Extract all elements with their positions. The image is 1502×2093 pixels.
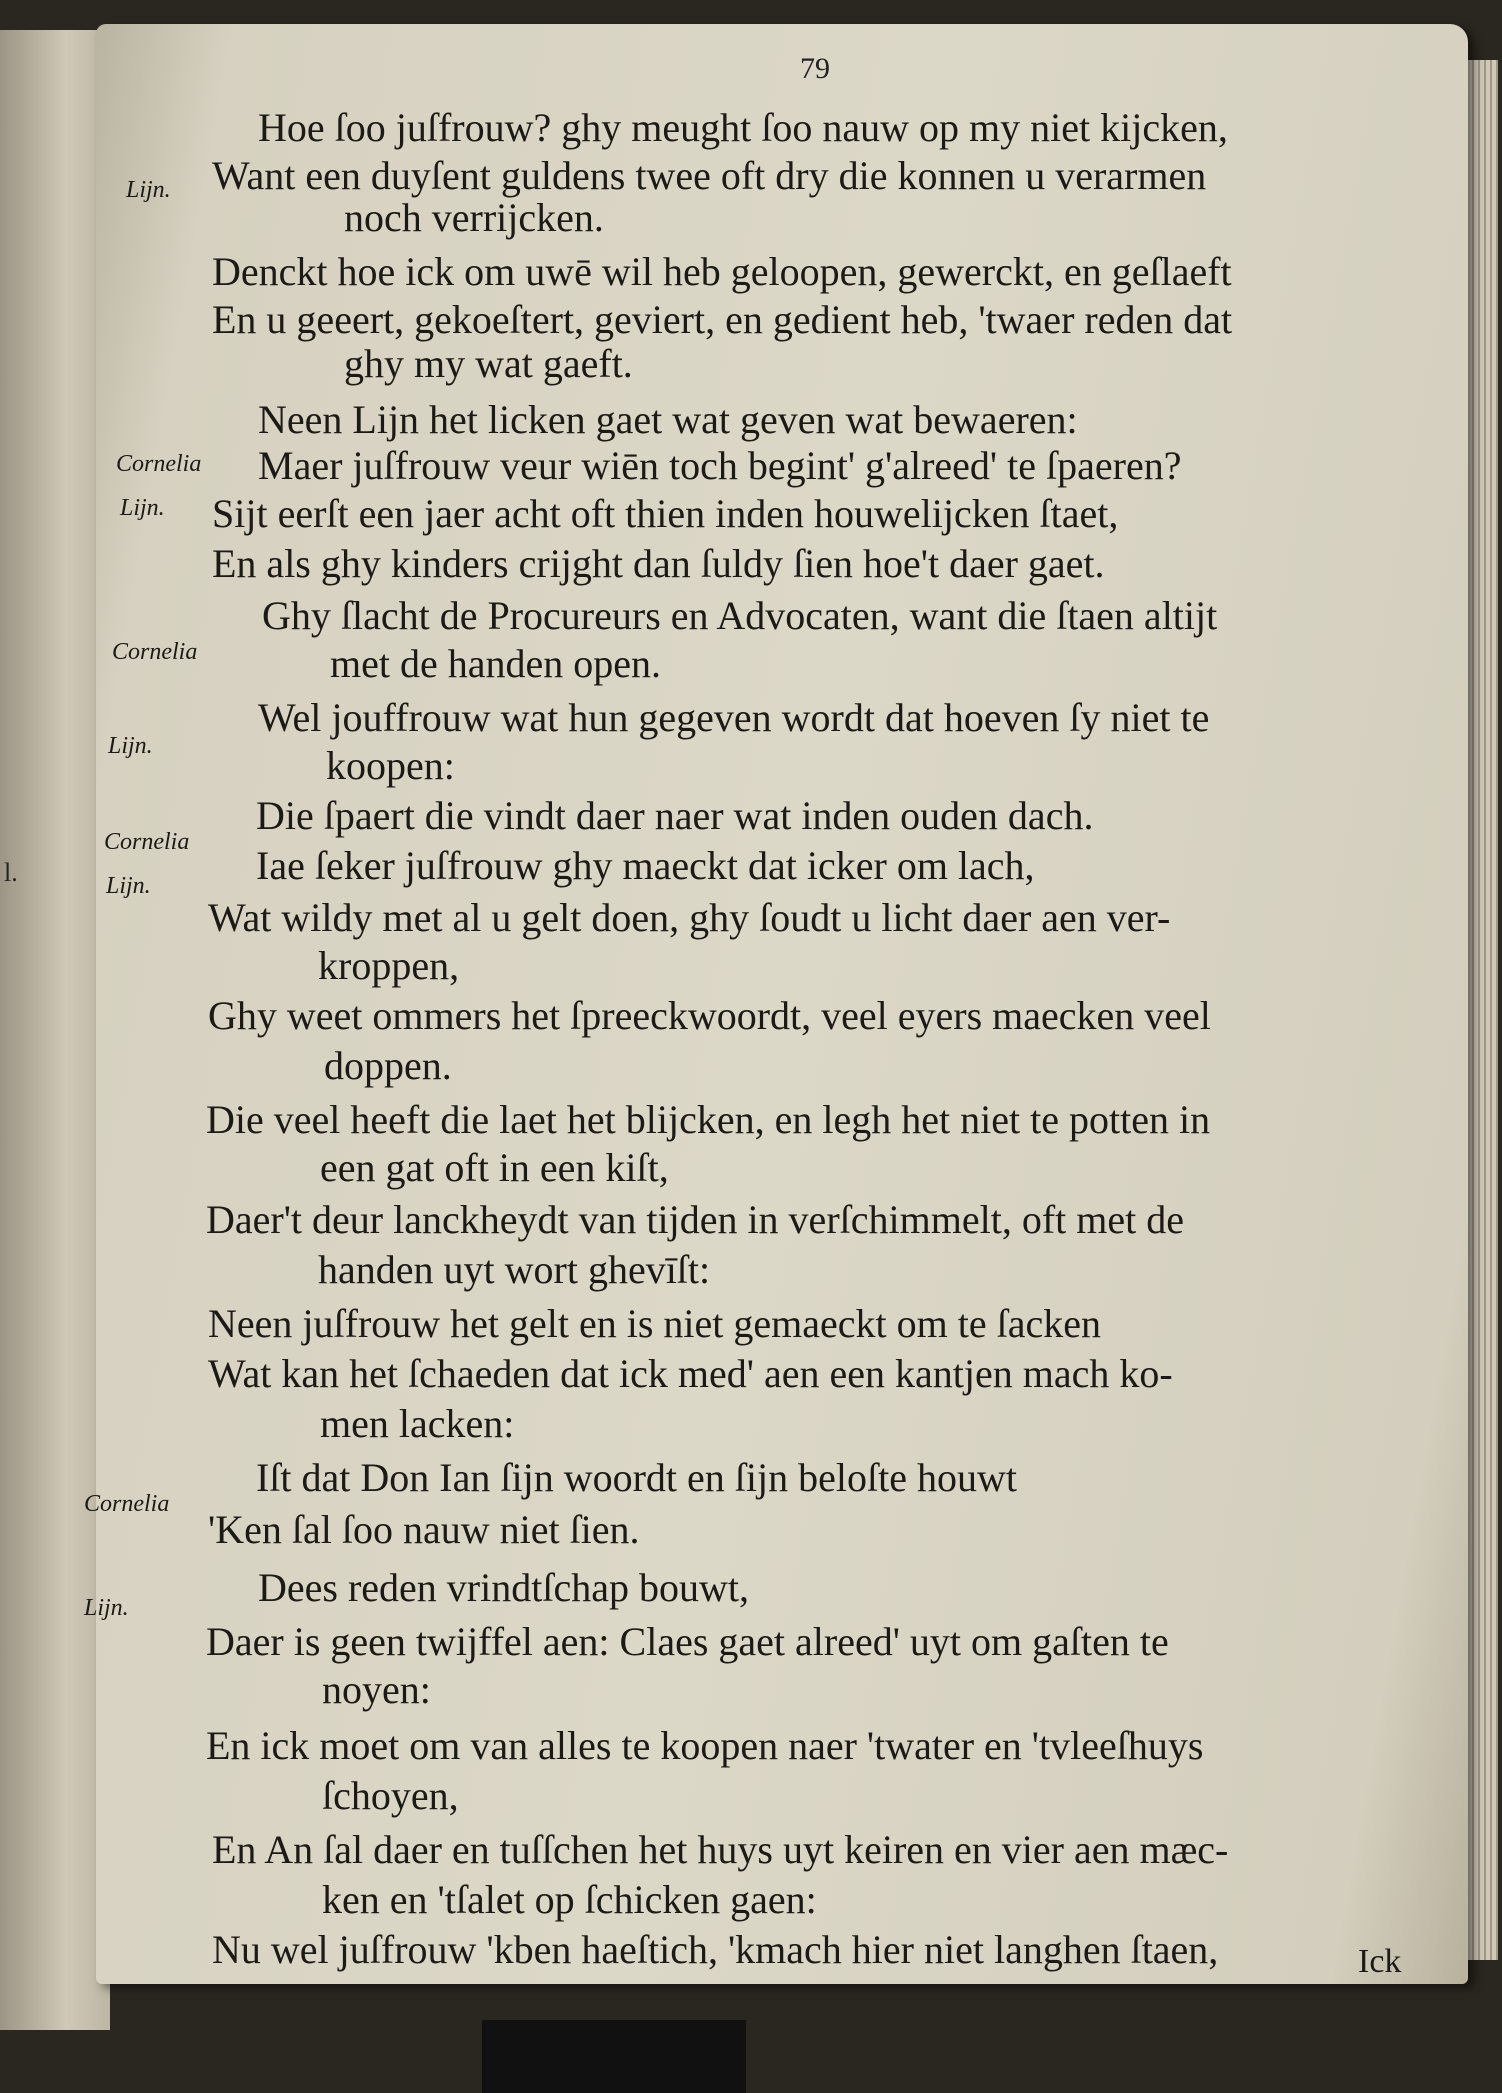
speaker-label: Lijn. xyxy=(84,1595,129,1621)
text-line: met de handen open. xyxy=(330,641,661,686)
text-line: Die veel heeft die laet het blijcken, en legh het niet te potten in xyxy=(206,1097,1211,1142)
speaker-label: Lijn. xyxy=(108,733,153,759)
text-line: handen uyt wort ghevīſt: xyxy=(318,1247,711,1292)
text-line: Neen juſfrouw het gelt en is niet gemaeckt om te ſacken xyxy=(208,1301,1102,1346)
catchword: Ick xyxy=(1358,1943,1402,1980)
text-line: Dees reden vrindtſchap bouwt, xyxy=(258,1565,749,1610)
text-line: koopen: xyxy=(326,743,455,788)
text-line: Daer't deur lanckheydt van tijden in verſchimmelt, oft met de xyxy=(206,1197,1184,1242)
text-line: Neen Lijn het licken gaet wat geven wat bewaeren: xyxy=(258,397,1078,442)
text-line: En als ghy kinders crijght dan ſuldy ſien hoe't daer gaet. xyxy=(212,541,1105,586)
text-line: ghy my wat gaeft. xyxy=(344,341,633,386)
speaker-label: Lijn. xyxy=(120,495,165,521)
speaker-label: Cornelia xyxy=(104,829,190,855)
speaker-label: Lijn. xyxy=(126,177,171,203)
text-line: noyen: xyxy=(322,1667,431,1712)
text-line: Sijt eerſt een jaer acht oft thien inden houwelijcken ſtaet, xyxy=(212,491,1119,536)
left-margin-mark: l. xyxy=(4,858,18,887)
speaker-label: Lijn. xyxy=(106,873,151,899)
text-line: Iae ſeker juſfrouw ghy maeckt dat icker om lach, xyxy=(256,843,1035,888)
bottom-dark-tab xyxy=(482,2020,746,2093)
text-line: ken en 'tſalet op ſchicken gaen: xyxy=(322,1877,817,1922)
text-line: Want een duyſent guldens twee oft dry die konnen u verarmen xyxy=(212,153,1207,198)
text-line: men lacken: xyxy=(320,1401,515,1446)
text-line: Die ſpaert die vindt daer naer wat inden ouden dach. xyxy=(256,793,1094,838)
text-line: Wat kan het ſchaeden dat ick med' aen een kantjen mach ko- xyxy=(208,1351,1173,1396)
text-line: Maer juſfrouw veur wiēn toch begint' g'alreed' te ſpaeren? xyxy=(258,443,1182,488)
text-line: een gat oft in een kiſt, xyxy=(320,1145,669,1190)
text-line: Iſt dat Don Ian ſijn woordt en ſijn beloſte houwt xyxy=(256,1455,1017,1500)
text-line: Ghy ſlacht de Procureurs en Advocaten, want die ſtaen altijt xyxy=(262,593,1218,638)
text-line: Hoe ſoo juſfrouw? ghy meught ſoo nauw op my niet kijcken, xyxy=(258,105,1228,150)
text-line: Wat wildy met al u gelt doen, ghy ſoudt u licht daer aen ver- xyxy=(208,895,1171,940)
text-line: Denckt hoe ick om uwē wil heb geloopen, gewerckt, en geſlaeft xyxy=(212,249,1232,294)
speaker-label: Cornelia xyxy=(112,639,198,665)
speaker-label: Cornelia xyxy=(116,451,202,477)
text-line: kroppen, xyxy=(318,943,460,988)
text-line: En ick moet om van alles te koopen naer 'twater en 'tvleeſhuys xyxy=(206,1723,1204,1768)
left-page-edge xyxy=(0,30,110,2030)
text-line: ſchoyen, xyxy=(322,1773,459,1818)
text-line: doppen. xyxy=(324,1043,452,1088)
text-line: Nu wel juſfrouw 'kben haeſtich, 'kmach hier niet langhen ſtaen, xyxy=(212,1927,1219,1972)
text-line: noch verrijcken. xyxy=(344,195,604,240)
speaker-label: Cornelia xyxy=(84,1491,170,1517)
text-line: Wel jouffrouw wat hun gegeven wordt dat hoeven ſy niet te xyxy=(258,695,1210,740)
text-line: En An ſal daer en tuſſchen het huys uyt keiren en vier aen mæc- xyxy=(212,1827,1229,1872)
page-number: 79 xyxy=(800,52,830,85)
text-line: 'Ken ſal ſoo nauw niet ſien. xyxy=(208,1507,640,1552)
text-line: Ghy weet ommers het ſpreeckwoordt, veel eyers maecken veel xyxy=(208,993,1211,1038)
text-line: Daer is geen twijffel aen: Claes gaet alreed' uyt om gaſten te xyxy=(206,1619,1169,1664)
text-line: En u geeert, gekoeſtert, geviert, en gedient heb, 'twaer reden dat xyxy=(212,297,1233,342)
